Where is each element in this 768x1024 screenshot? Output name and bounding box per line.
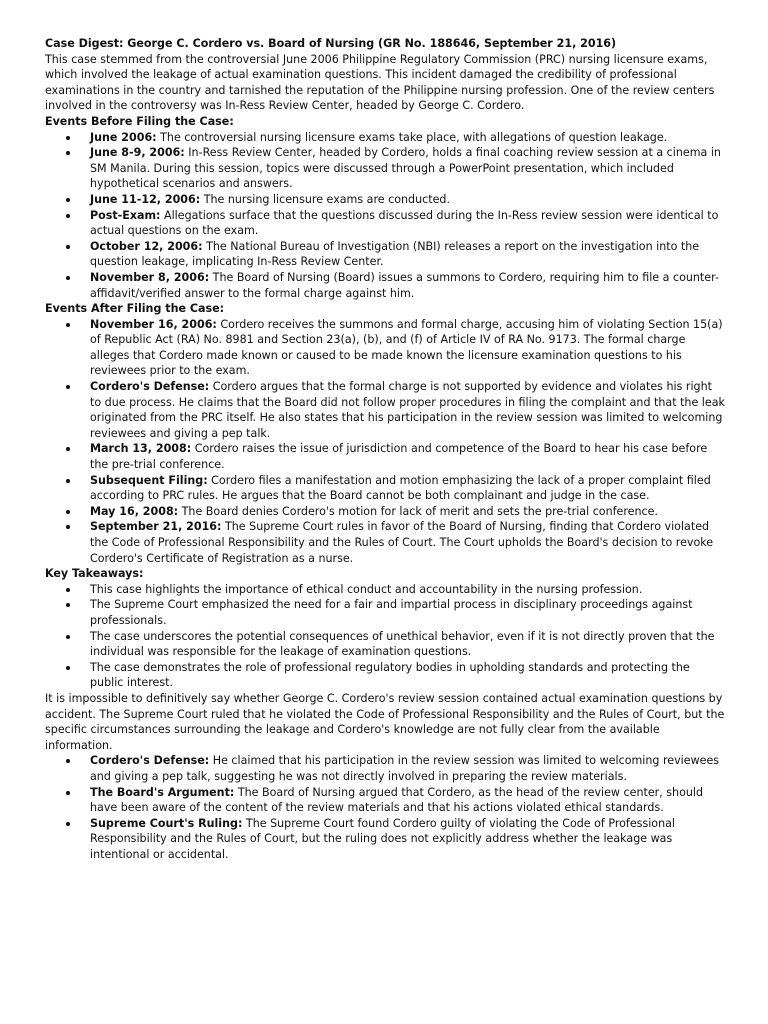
list-item: March 13, 2008: Cordero raises the issue of jurisdiction and competence of the Board to hear his case before the pre-trial conference. [90, 441, 725, 472]
list-item: The Supreme Court emphasized the need for a fair and impartial process in disciplinary proceedings against professionals. [90, 597, 725, 628]
heading-after-filing: Events After Filing the Case: [45, 302, 225, 316]
case-title: Case Digest: George C. Cordero vs. Board of Nursing (GR No. 188646, September 21, 2016) [45, 37, 617, 50]
list-item: The Board's Argument: The Board of Nursing argued that Cordero, as the head of the review center, should have been aware of the content of the review materials and that his actions violated ethical standards. [90, 785, 725, 816]
list-item: May 16, 2008: The Board denies Cordero's motion for lack of merit and sets the pre-trial conference. [90, 504, 725, 520]
list-item: Post-Exam: Allegations surface that the questions discussed during the In-Ress review session were identical to actual questions on the exam. [90, 208, 725, 239]
list-item: Subsequent Filing: Cordero files a manifestation and motion emphasizing the lack of a proper complaint filed according to PRC rules. He argues that the Board cannot be both complainant and judge in the case. [90, 473, 725, 504]
list-item: November 16, 2006: Cordero receives the summons and formal charge, accusing him of violating Section 15(a) of Republic Act (RA) No. 8981 and Section 23(a), (b), and (f) of Article IV of RA No. 9173. The formal charge alleges that Cordero made known or caused to be made known the licensure examination questions to his reviewees prior to the exam. [90, 317, 725, 379]
list-item: The case demonstrates the role of professional regulatory bodies in upholding standards and protecting the public interest. [90, 660, 725, 691]
before-filing-list [45, 130, 725, 302]
list-item: June 8-9, 2006: In-Ress Review Center, headed by Cordero, holds a final coaching review session at a cinema in SM Manila. During this session, topics were discussed through a PowerPoint presentation, which included hypothetical scenarios and answers. [90, 145, 725, 192]
list-item: October 12, 2006: The National Bureau of Investigation (NBI) releases a report on the investigation into the question leakage, implicating In-Ress Review Center. [90, 239, 725, 270]
list-item: Cordero's Defense: Cordero argues that the formal charge is not supported by evidence and violates his right to due process. He claims that the Board did not follow proper procedures in filing the complaint and that the leak originated from the PRC itself. He also states that his participation in the review session was limited to welcoming reviewees and giving a pep talk. [90, 380, 725, 440]
list-item: This case highlights the importance of ethical conduct and accountability in the nursing profession. [90, 582, 725, 598]
list-item: September 21, 2016: The Supreme Court rules in favor of the Board of Nursing, finding that Cordero violated the Code of Professional Responsibility and the Rules of Court. The Court upholds the Board's decision to revoke Cordero's Certificate of Registration as a nurse. [90, 519, 725, 566]
after-filing-list [45, 317, 725, 567]
conclusion-paragraph: It is impossible to definitively say whether George C. Cordero's review session contained actual examination questions by accident. The Supreme Court ruled that he violated the Code of Professional Responsibility and the Rules of Court, but the specific circumstances surrounding the leakage and Cordero's knowledge are not fully clear from the available information. [45, 691, 725, 752]
list-item: The case underscores the potential consequences of unethical behavior, even if it is not directly proven that the individual was responsible for the leakage of examination questions. [90, 629, 725, 660]
document-page [45, 36, 725, 862]
list-item: June 2006: The controversial nursing licensure exams take place, with allegations of question leakage. [90, 130, 725, 146]
key-takeaways-list [45, 582, 725, 691]
final-points-list [45, 753, 725, 862]
list-item: Supreme Court's Ruling: The Supreme Court found Cordero guilty of violating the Code of Professional Responsibility and the Rules of Court, but the ruling does not explicitly address whether the leakage was intentional or accidental. [90, 816, 725, 863]
list-item: June 11-12, 2006: The nursing licensure exams are conducted. [90, 192, 725, 208]
heading-before-filing: Events Before Filing the Case: [45, 114, 234, 128]
list-item: Cordero's Defense: He claimed that his participation in the review session was limited to welcoming reviewees and giving a pep talk, suggesting he was not directly involved in preparing the review materials. [90, 753, 725, 784]
list-item: November 8, 2006: The Board of Nursing (Board) issues a summons to Cordero, requiring him to file a counter-affidavit/verified answer to the formal charge against him. [90, 270, 725, 301]
heading-key-takeaways: Key Takeaways: [45, 567, 144, 581]
intro-paragraph: This case stemmed from the controversial June 2006 Philippine Regulatory Commission (PRC) nursing licensure exams, which involved the leakage of actual examination questions. This incident damaged the credibility of professional examinations in the country and tarnished the reputation of the Philippine nursing profession. One of the review centers involved in the controversy was In-Ress Review Center, headed by George C. Cordero. [45, 52, 715, 113]
